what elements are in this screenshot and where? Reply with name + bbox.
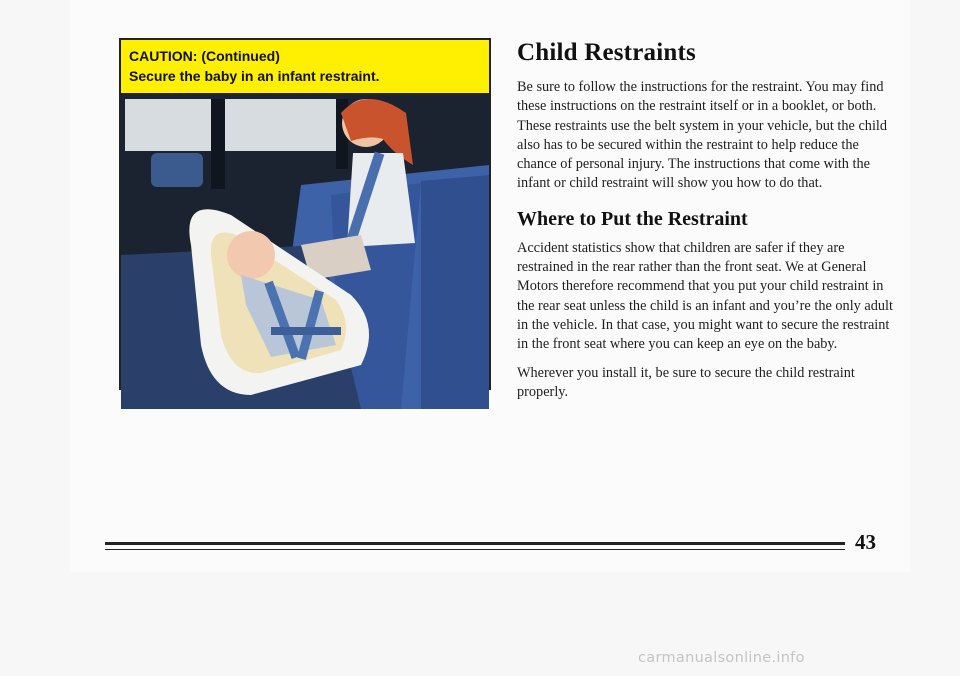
infant-restraint-illustration (121, 95, 489, 409)
subsection-title: Where to Put the Restraint (517, 207, 748, 230)
section-title: Child Restraints (517, 39, 696, 66)
subsection-paragraph-1: Accident statistics show that children are safer if they are restrained in the rear rather than the front seat. We at General Motors therefore recommend that you put your child restraint in the rear seat unless the child is an infant and you’re the only adult in the vehicle. In that case, you might want to secure the restraint in the front seat where you can keep an eye on the baby. (517, 239, 893, 353)
footer-rule-thick (105, 542, 845, 545)
watermark: carmanualsonline.info (638, 650, 805, 666)
content-column (517, 38, 897, 402)
caution-header (121, 40, 489, 95)
section-paragraph: Be sure to follow the instructions for the restraint. You may find these instructions on the restraint itself or in a booklet, or both. These restraints use the belt system in your vehicle, but the child also has to be secured within the restraint to help reduce the chance of personal injury. The instructions that come with the infant or child restraint will show you how to do that. (517, 79, 888, 192)
page-number: 43 (855, 530, 876, 554)
caution-text: Secure the baby in an infant restraint. (129, 68, 380, 84)
footer-rule-thin (105, 549, 845, 550)
caution-heading: CAUTION: (Continued) (129, 48, 280, 64)
caution-box (119, 38, 491, 390)
subsection-paragraph-2: Wherever you install it, be sure to secure the child restraint properly. (517, 364, 855, 400)
